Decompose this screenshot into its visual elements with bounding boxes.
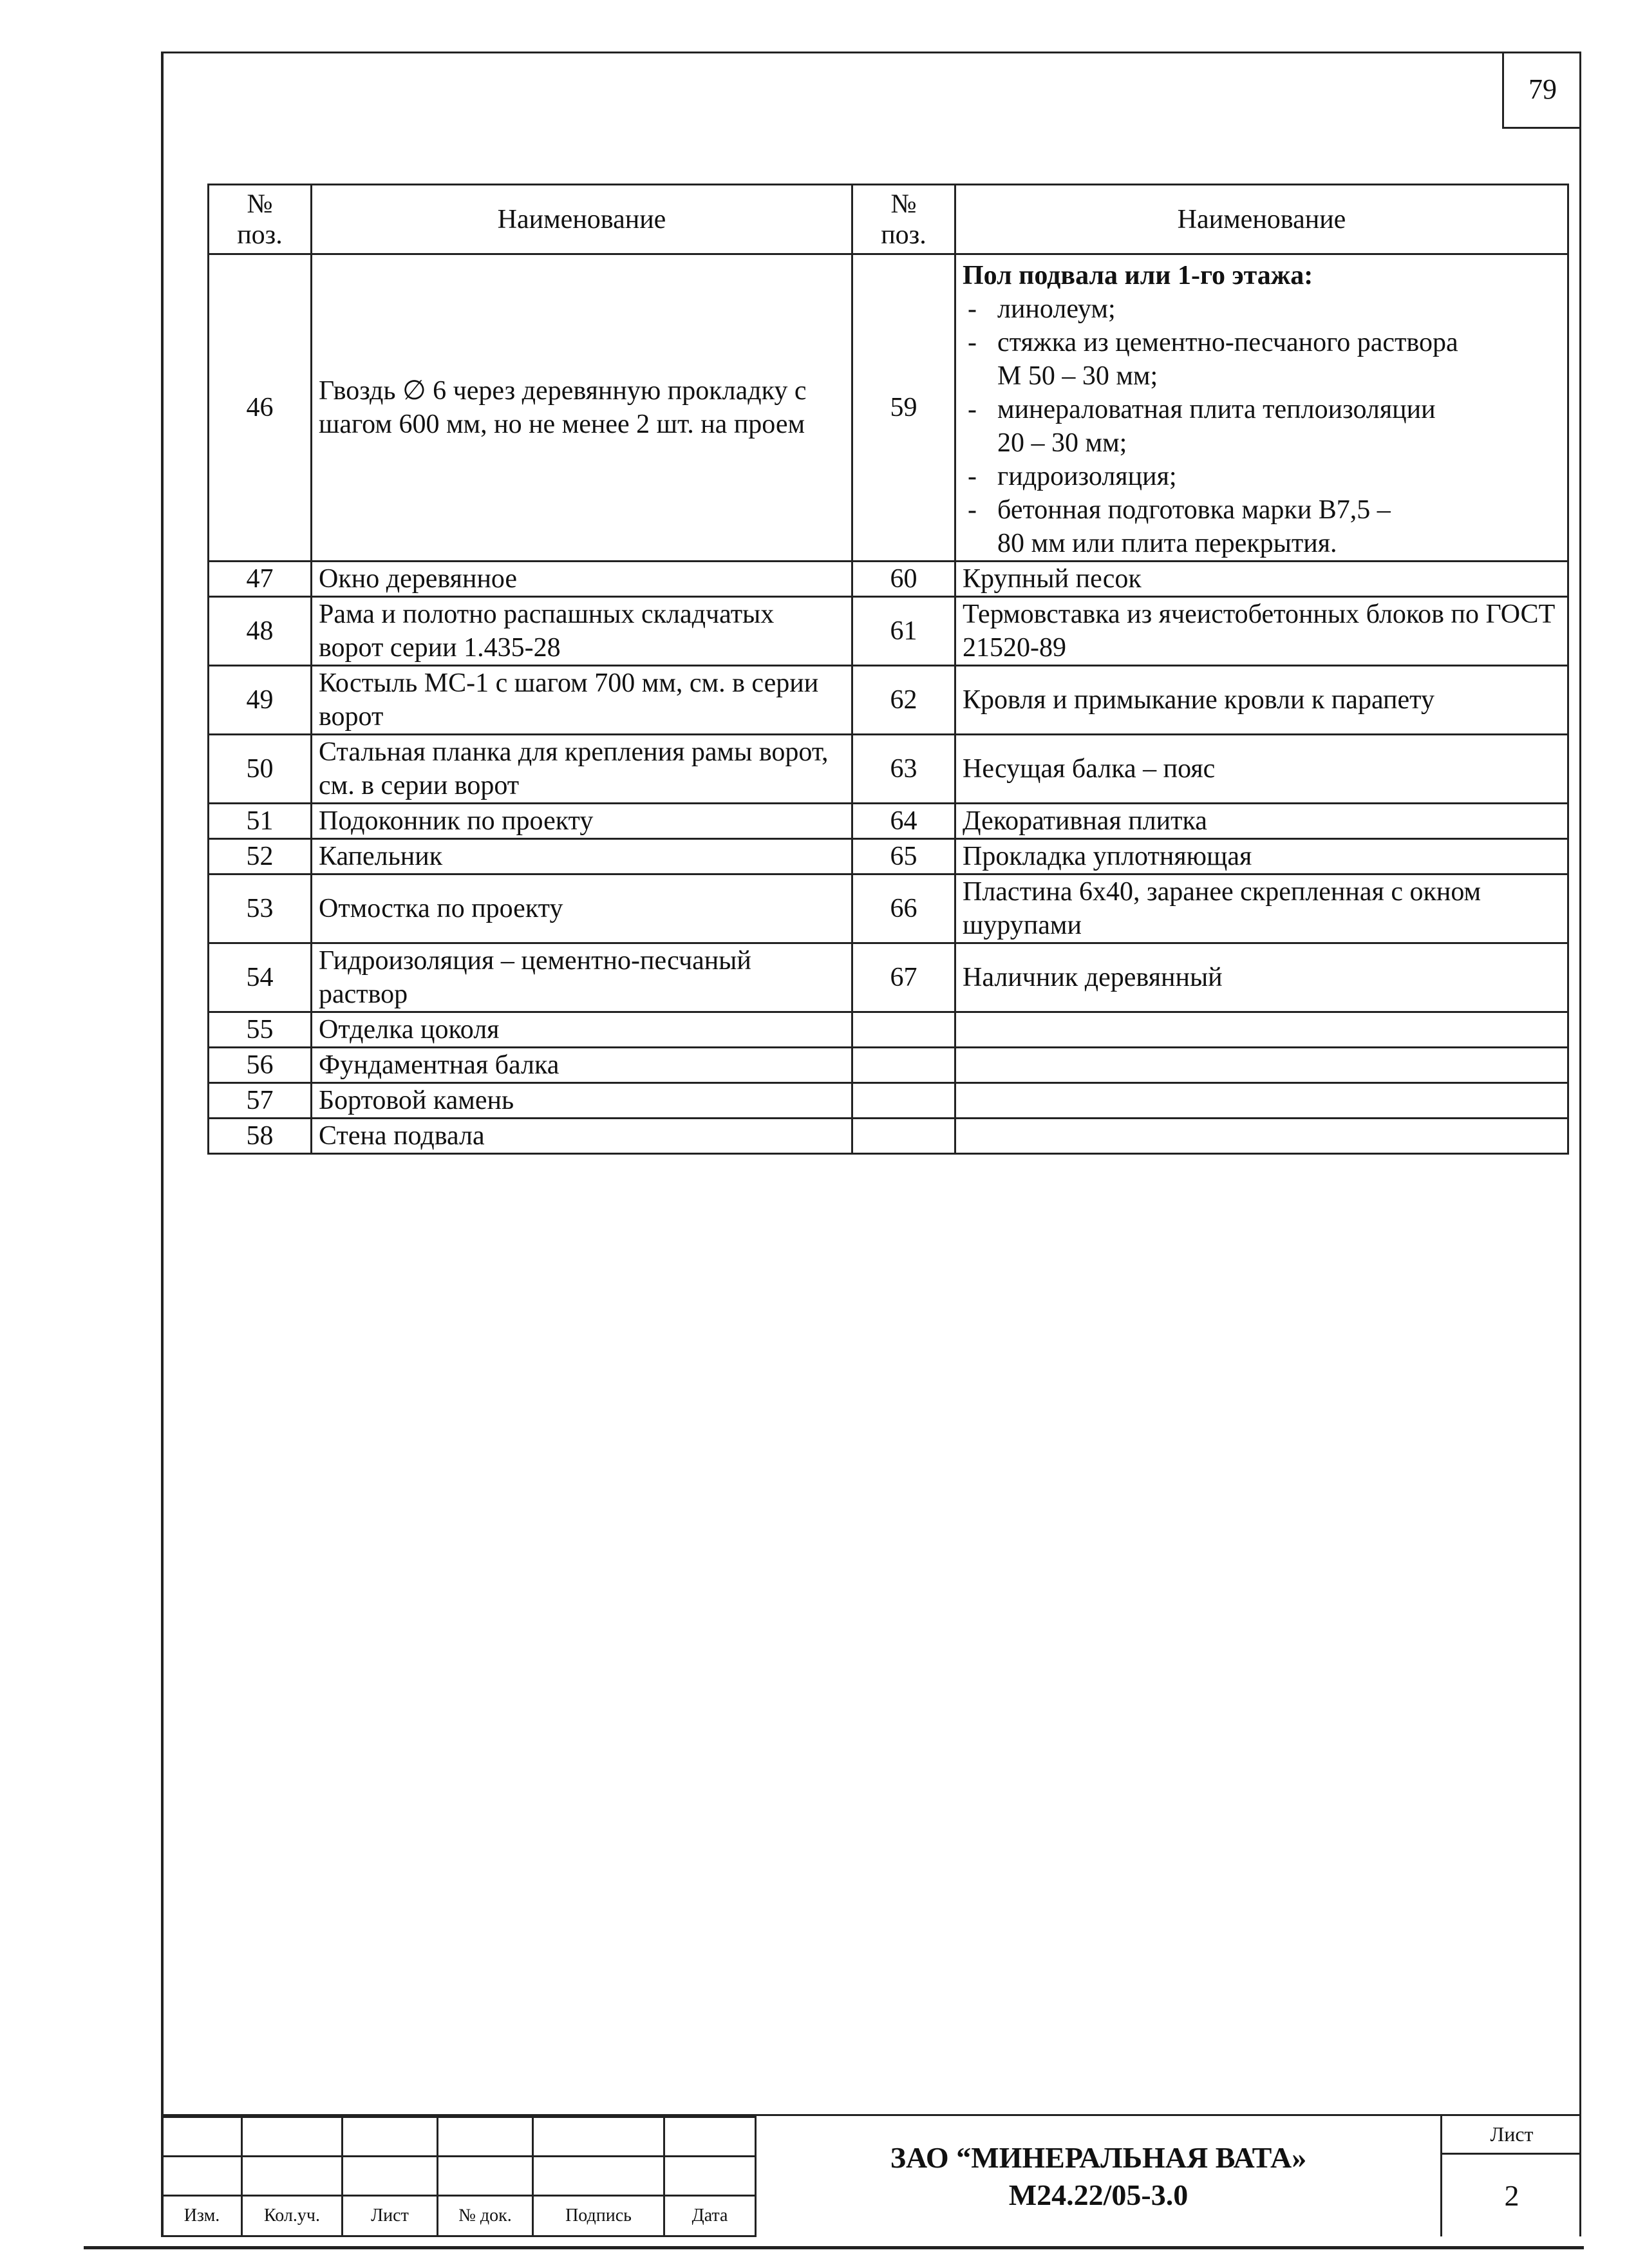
pos-number: 62: [852, 666, 955, 735]
floor-layers-list: [963, 292, 1561, 560]
revision-grid: [161, 2116, 757, 2237]
pos-number: 63: [852, 735, 955, 804]
pos-number: 54: [209, 943, 312, 1012]
pos-number: [852, 1119, 955, 1154]
stamp-column-label: Подпись: [533, 2196, 664, 2236]
item-name: Декоративная плитка: [955, 804, 1568, 839]
table-row: [209, 1048, 1568, 1083]
pos-number: 67: [852, 943, 955, 1012]
item-name: Окно деревянное: [312, 562, 852, 597]
item-name: Подоконник по проекту: [312, 804, 852, 839]
table-row: [209, 597, 1568, 666]
item-name: Костыль МС-1 с шагом 700 мм, см. в серии ворот: [312, 666, 852, 735]
item-name: Отмостка по проекту: [312, 874, 852, 943]
pos-number: 59: [852, 254, 955, 562]
floor-title: Пол подвала или 1-го этажа:: [963, 261, 1313, 290]
doc-code: М24.22/05-3.0: [1008, 2178, 1189, 2211]
item-name: Стена подвала: [312, 1119, 852, 1154]
pos-number: 57: [209, 1083, 312, 1119]
header-pos-left: № поз.: [209, 185, 312, 254]
title-block: [161, 2114, 1581, 2236]
table-row: [209, 804, 1568, 839]
table-row: [209, 1012, 1568, 1048]
item-name: Прокладка уплотняющая: [955, 839, 1568, 874]
item-name: Стальная планка для крепления рамы ворот, см. в серии ворот: [312, 735, 852, 804]
organization-title: [755, 2116, 1442, 2236]
item-name: [955, 1119, 1568, 1154]
pos-number: 49: [209, 666, 312, 735]
pos-number: 66: [852, 874, 955, 943]
floor-layer-item: - стяжка из цементно-песчаного раствора М 50 – 30 мм;: [963, 326, 1561, 393]
floor-layer-item: - линолеум;: [963, 292, 1561, 326]
table-row: [209, 562, 1568, 597]
sheet-number: 2: [1504, 2179, 1519, 2212]
pos-number: 47: [209, 562, 312, 597]
floor-layer-item: - минераловатная плита теплоизоляции 20 – 30 мм;: [963, 393, 1561, 460]
item-name: Рама и полотно распашных складчатых ворот серии 1.435-28: [312, 597, 852, 666]
table-row: [209, 666, 1568, 735]
pos-number: 56: [209, 1048, 312, 1083]
pos-number: [852, 1012, 955, 1048]
floor-layer-item: - бетонная подготовка марки В7,5 – 80 мм или плита перекрытия.: [963, 493, 1561, 560]
stamp-column-label: Кол.уч.: [242, 2196, 343, 2236]
pos-number: 51: [209, 804, 312, 839]
header-pos-right: № поз.: [852, 185, 955, 254]
bottom-rule: [84, 2246, 1584, 2249]
pos-number: 58: [209, 1119, 312, 1154]
floor-layer-item: - гидроизоляция;: [963, 460, 1561, 493]
pos-number: 64: [852, 804, 955, 839]
pos-number: 46: [209, 254, 312, 562]
item-name: Термовставка из ячеистобетонных блоков по ГОСТ 21520-89: [955, 597, 1568, 666]
pos-number: 52: [209, 839, 312, 874]
pos-number: 60: [852, 562, 955, 597]
stamp-column-label: Изм.: [162, 2196, 242, 2236]
item-name: Отделка цоколя: [312, 1012, 852, 1048]
table-row: [209, 943, 1568, 1012]
item-name: [955, 1048, 1568, 1083]
item-name: Кровля и примыкание кровли к парапету: [955, 666, 1568, 735]
item-name: [955, 254, 1568, 562]
item-name: Гидроизоляция – цементно-песчаный раствор: [312, 943, 852, 1012]
item-name: Гвоздь ∅ 6 через деревянную прокладку с шагом 600 мм, но не менее 2 шт. на проем: [312, 254, 852, 562]
specification-table: [207, 184, 1569, 1155]
pos-number: 61: [852, 597, 955, 666]
table-row: [209, 874, 1568, 943]
sheet-label: Лист: [1442, 2116, 1581, 2155]
pos-number: 53: [209, 874, 312, 943]
item-name: Фундаментная балка: [312, 1048, 852, 1083]
table-header-row: [209, 185, 1568, 254]
table-row: [209, 1083, 1568, 1119]
pos-number: 50: [209, 735, 312, 804]
table-row: [209, 1119, 1568, 1154]
item-name: Пластина 6х40, заранее скрепленная с окном шурупами: [955, 874, 1568, 943]
table-row: [209, 254, 1568, 562]
item-name: [955, 1012, 1568, 1048]
stamp-column-label: Лист: [343, 2196, 438, 2236]
item-name: [955, 1083, 1568, 1119]
header-name-left: Наименование: [312, 185, 852, 254]
pos-number: 48: [209, 597, 312, 666]
stamp-column-label: № док.: [438, 2196, 533, 2236]
item-name: Крупный песок: [955, 562, 1568, 597]
table-row: [209, 735, 1568, 804]
pos-number: [852, 1048, 955, 1083]
table-row: [209, 839, 1568, 874]
header-name-right: Наименование: [955, 185, 1568, 254]
page-number: 79: [1502, 52, 1581, 129]
pos-number: 65: [852, 839, 955, 874]
item-name: Бортовой камень: [312, 1083, 852, 1119]
pos-number: 55: [209, 1012, 312, 1048]
item-name: Капельник: [312, 839, 852, 874]
item-name: Несущая балка – пояс: [955, 735, 1568, 804]
item-name: Наличник деревянный: [955, 943, 1568, 1012]
org-name: ЗАО “МИНЕРАЛЬНАЯ ВАТА»: [890, 2140, 1307, 2174]
stamp-column-label: Дата: [664, 2196, 756, 2236]
pos-number: [852, 1083, 955, 1119]
